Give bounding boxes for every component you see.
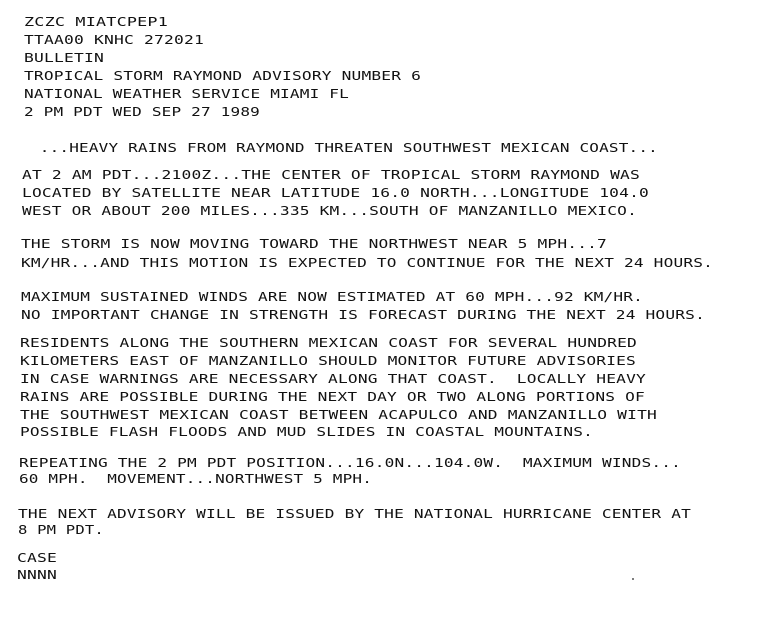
footer-case: CASE [17, 550, 57, 565]
para6-line-1: THE NEXT ADVISORY WILL BE ISSUED BY THE NATIONAL HURRICANE CENTER AT [18, 506, 691, 521]
para1-line-2: LOCATED BY SATELLITE NEAR LATITUDE 16.0 NORTH...LONGITUDE 104.0 [22, 185, 649, 200]
header-line-1: ZCZC MIATCPEP1 [24, 14, 168, 29]
para5-line-1: REPEATING THE 2 PM PDT POSITION...16.0N...104.0W. MAXIMUM WINDS... [19, 455, 681, 470]
issuing-office: NATIONAL WEATHER SERVICE MIAMI FL [24, 86, 349, 101]
footer-nnnn: NNNN [17, 567, 57, 582]
para4-line-5: THE SOUTHWEST MEXICAN COAST BETWEEN ACAPULCO AND MANZANILLO WITH [20, 407, 657, 422]
para5-line-2: 60 MPH. MOVEMENT...NORTHWEST 5 MPH. [19, 471, 372, 486]
advisory-title: TROPICAL STORM RAYMOND ADVISORY NUMBER 6 [24, 68, 421, 83]
para4-line-1: RESIDENTS ALONG THE SOUTHERN MEXICAN COAST FOR SEVERAL HUNDRED [20, 335, 637, 350]
para1-line-1: AT 2 AM PDT...2100Z...THE CENTER OF TROPICAL STORM RAYMOND WAS [22, 167, 640, 182]
para3-line-1: MAXIMUM SUSTAINED WINDS ARE NOW ESTIMATED AT 60 MPH...92 KM/HR. [21, 289, 643, 304]
para6-line-2: 8 PM PDT. [18, 522, 104, 537]
para1-line-3: WEST OR ABOUT 200 MILES...335 KM...SOUTH OF MANZANILLO MEXICO. [22, 203, 637, 218]
paper-speck [632, 578, 634, 580]
para4-line-3: IN CASE WARNINGS ARE NECESSARY ALONG THAT COAST. LOCALLY HEAVY [20, 371, 646, 386]
header-line-2: TTAA00 KNHC 272021 [24, 32, 204, 47]
para2-line-1: THE STORM IS NOW MOVING TOWARD THE NORTHWEST NEAR 5 MPH...7 [21, 236, 607, 251]
para4-line-6: POSSIBLE FLASH FLOODS AND MUD SLIDES IN COASTAL MOUNTAINS. [20, 424, 593, 439]
para4-line-2: KILOMETERS EAST OF MANZANILLO SHOULD MONITOR FUTURE ADVISORIES [20, 353, 636, 368]
headline: ...HEAVY RAINS FROM RAYMOND THREATEN SOUTHWEST MEXICAN COAST... [30, 140, 658, 155]
issue-time: 2 PM PDT WED SEP 27 1989 [24, 104, 260, 119]
para3-line-2: NO IMPORTANT CHANGE IN STRENGTH IS FORECAST DURING THE NEXT 24 HOURS. [21, 307, 705, 322]
header-line-3: BULLETIN [24, 50, 104, 65]
para2-line-2: KM/HR...AND THIS MOTION IS EXPECTED TO CONTINUE FOR THE NEXT 24 HOURS. [21, 255, 713, 270]
para4-line-4: RAINS ARE POSSIBLE DURING THE NEXT DAY OR TWO ALONG PORTIONS OF [20, 389, 645, 404]
